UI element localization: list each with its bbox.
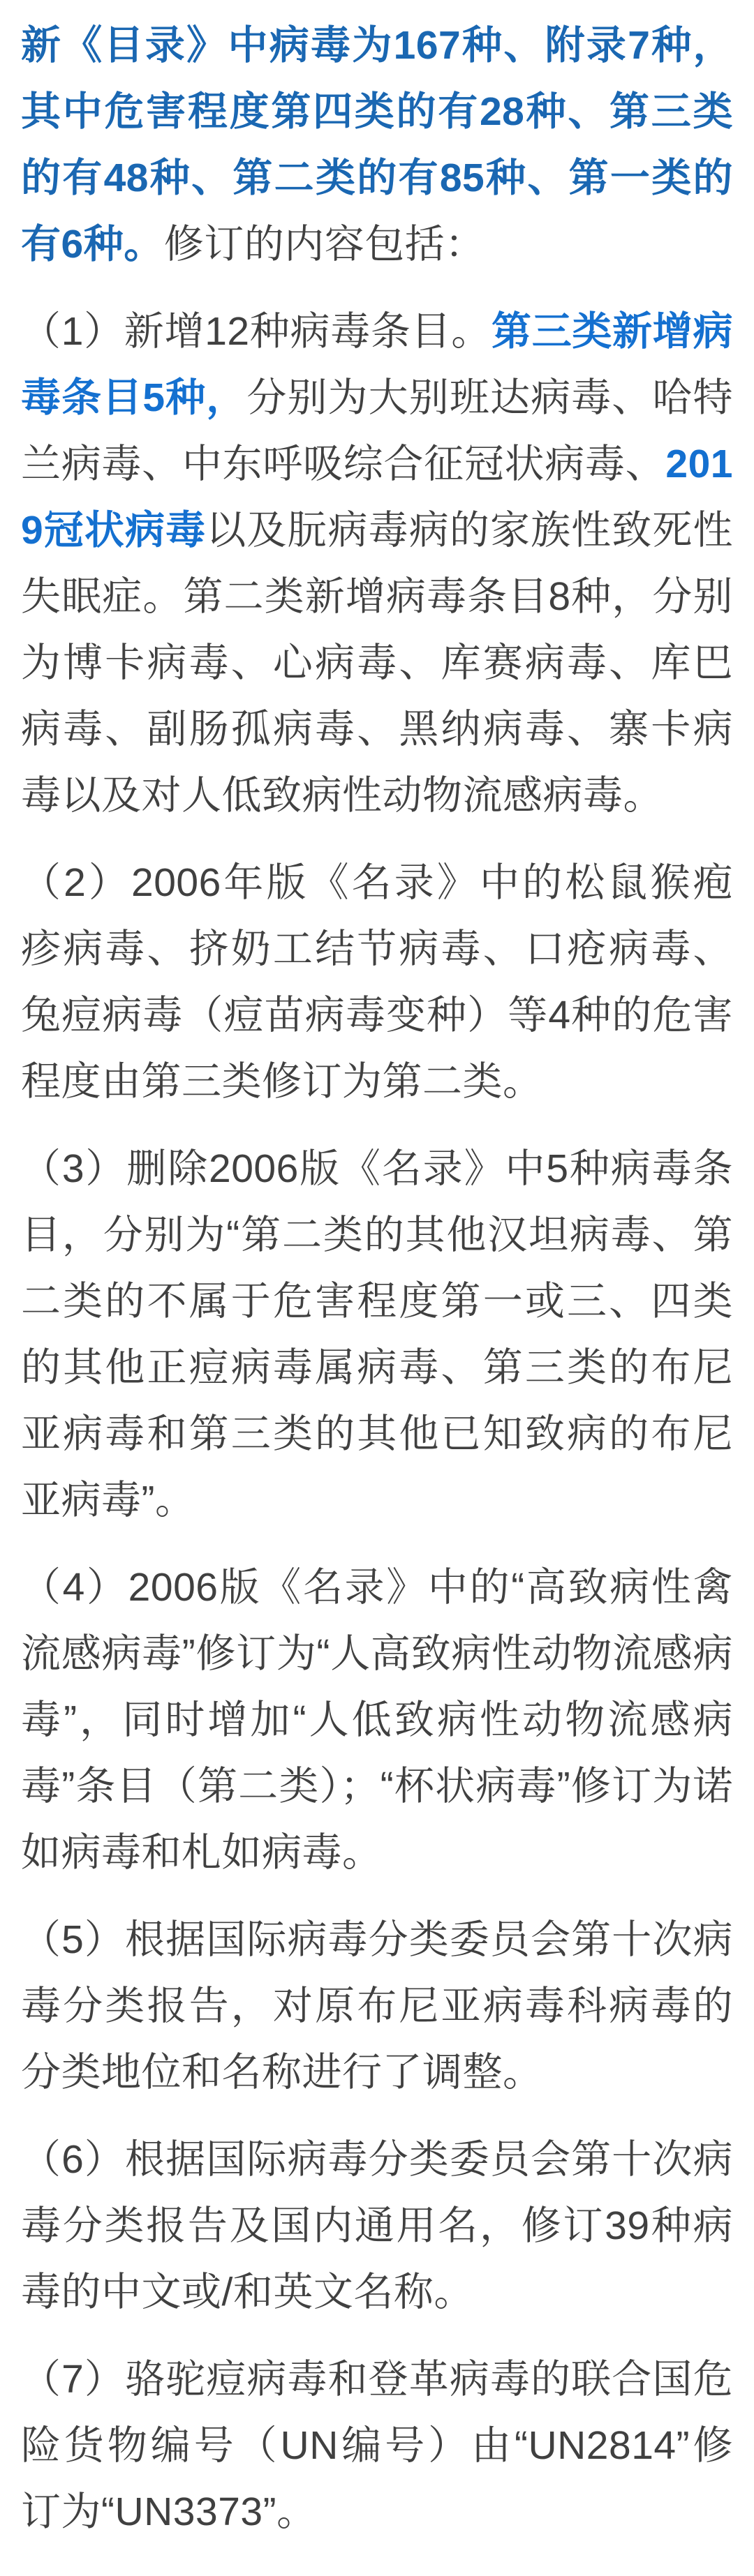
text-run-emphasis: 第三类新增病毒条目5种，: [21, 309, 733, 420]
paragraph-item-4: [21, 1555, 733, 1886]
text-run-lead-emphasis: 新《目录》中病毒为167种、附录7种，其中危害程度第四类的有28种、第三类的有48种、第二类的有85种、第一类的有6种。: [21, 23, 733, 267]
paragraph-item-5: [21, 1907, 733, 2106]
text-run: （4）2006版《名录》中的“高致病性禽流感病毒”修订为“人高致病性动物流感病毒”，同时增加“人低致病性动物流感病毒”条目（第二类）；“杯状病毒”修订为诺如病毒和札如病毒。: [21, 1565, 733, 1875]
paragraph-item-3: [21, 1136, 733, 1534]
text-run: （1）新增12种病毒条目。: [21, 309, 491, 354]
paragraph-item-1: [21, 299, 733, 829]
paragraph-item-6: [21, 2127, 733, 2326]
paragraph-lead: [21, 13, 733, 278]
paragraph-item-7: [21, 2346, 733, 2545]
text-run: （6）根据国际病毒分类委员会第十次病毒分类报告及国内通用名，修订39种病毒的中文或/和英文名称。: [21, 2137, 733, 2314]
text-run: （2）2006年版《名录》中的松鼠猴疱疹病毒、挤奶工结节病毒、口疮病毒、兔痘病毒（痘苗病毒变种）等4种的危害程度由第三类修订为第二类。: [21, 860, 733, 1104]
text-run: （7）骆驼痘病毒和登革病毒的联合国危险货物编号（UN编号）由“UN2814”修订为“UN3373”。: [21, 2357, 733, 2534]
text-run: 以及朊病毒病的家族性致死性失眠症。第二类新增病毒条目8种，分别为博卡病毒、心病毒、库赛病毒、库巴病毒、副肠孤病毒、黑纳病毒、寨卡病毒以及对人低致病性动物流感病毒。: [21, 508, 734, 818]
text-run: （3）删除2006版《名录》中5种病毒条目，分别为“第二类的其他汉坦病毒、第二类的不属于危害程度第一或三、四类的其他正痘病毒属病毒、第三类的布尼亚病毒和第三类的其他已知致病的布尼亚病毒”。: [21, 1146, 733, 1522]
text-run: 修订的内容包括：: [163, 222, 485, 267]
paragraph-item-2: [21, 850, 733, 1115]
text-run-emphasis: 2019冠状病毒: [21, 442, 733, 553]
text-run: 分别为大别班达病毒、哈特兰病毒、中东呼吸综合征冠状病毒、: [21, 375, 734, 486]
text-run: （5）根据国际病毒分类委员会第十次病毒分类报告，对原布尼亚病毒科病毒的分类地位和名称进行了调整。: [21, 1917, 733, 2095]
